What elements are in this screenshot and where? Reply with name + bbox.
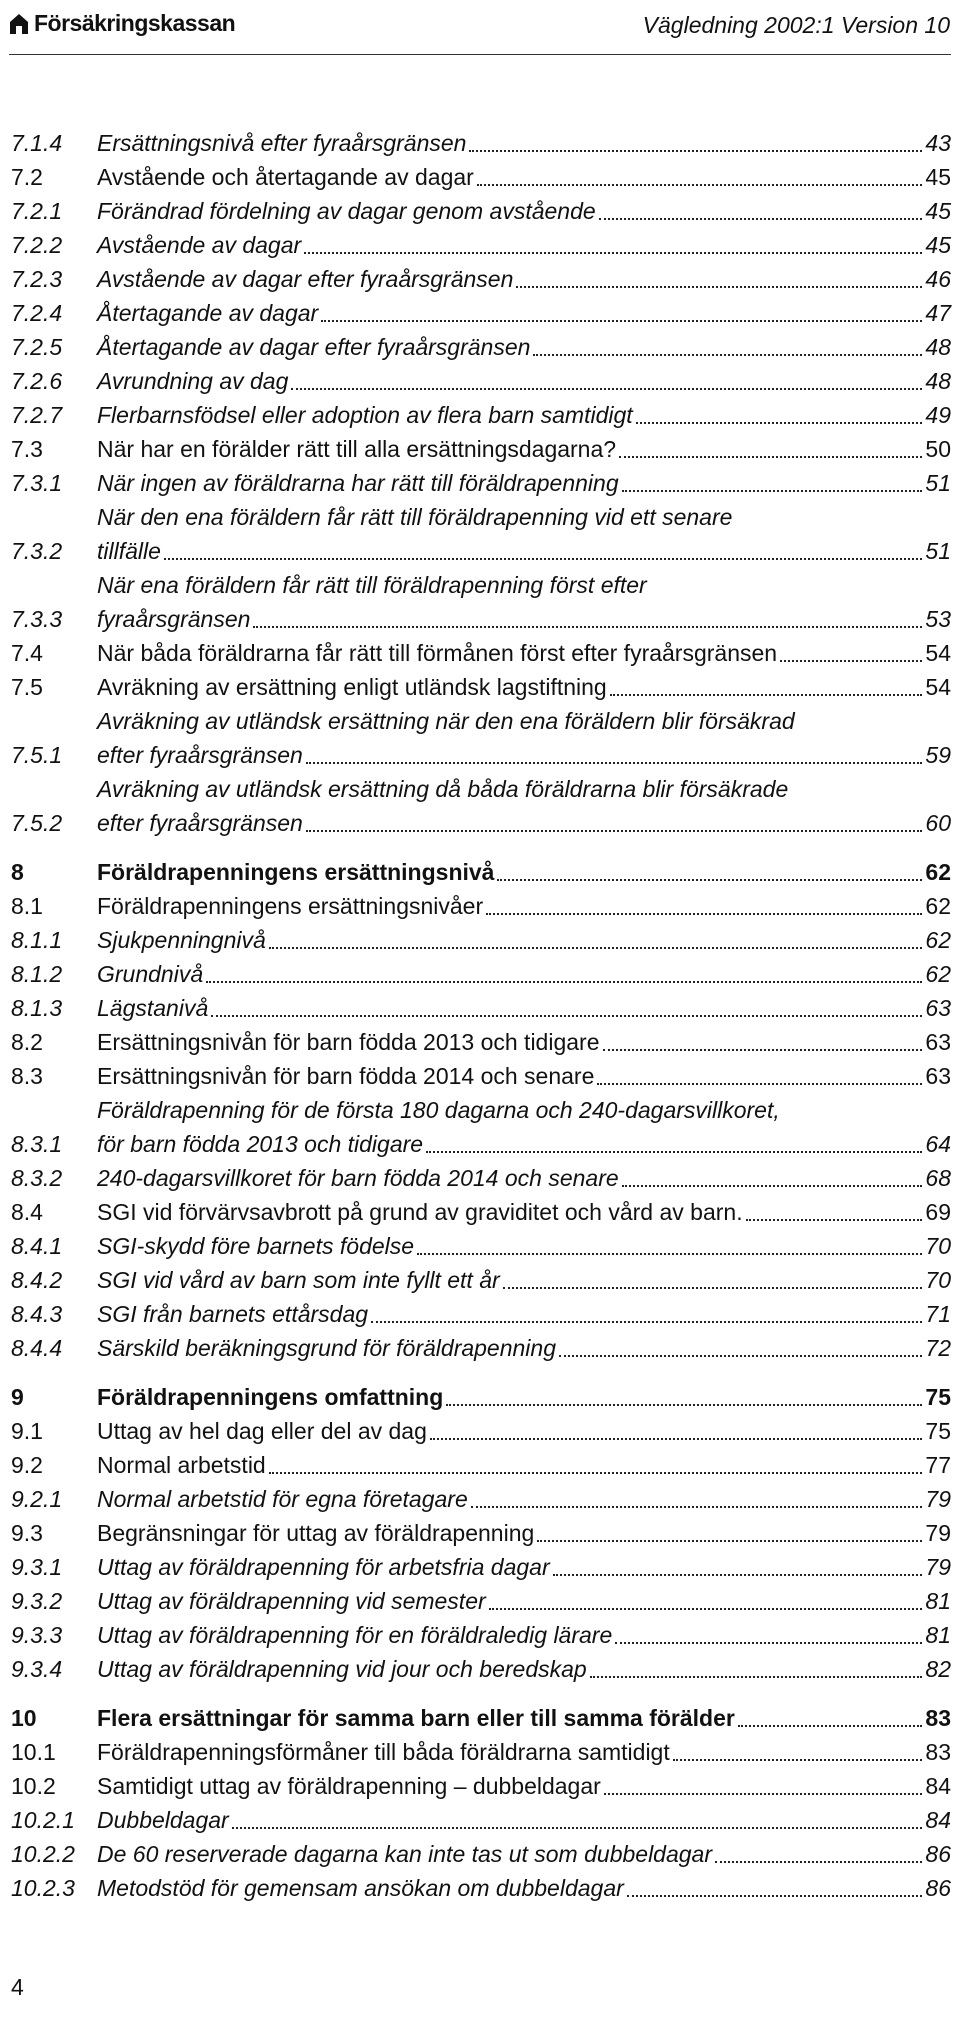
dot-leader [590,1676,923,1678]
toc-entry-page: 46 [925,266,951,292]
toc-entry[interactable] [11,1059,951,1093]
toc-entry-page: 62 [925,893,951,919]
toc-entry-number: 8.1.3 [11,995,63,1021]
toc-entry-number: 7.3 [11,436,43,462]
toc-entry[interactable] [11,1584,951,1618]
toc-entry[interactable] [11,1414,951,1448]
toc-entry-number: 7.2.6 [11,368,63,394]
dot-leader [603,1049,923,1051]
dot-leader [426,1151,922,1153]
toc-entry-page: 81 [925,1622,951,1648]
toc-entry-title-continued: efter fyraårsgränsen [97,810,303,836]
toc-entry-title: Avstående av dagar efter fyraårsgränsen [97,266,514,292]
toc-entry-title: SGI vid förvärvsavbrott på grund av graviditet och vård av barn. [97,1199,743,1225]
toc-entry[interactable] [11,1380,951,1414]
dot-leader [269,1472,923,1474]
toc-entry-number: 10.2.2 [11,1841,75,1867]
toc-entry-number: 8.1.1 [11,927,63,953]
toc-entry[interactable] [11,1297,951,1331]
toc-entry-number: 10.2 [11,1773,56,1799]
toc-entry-page: 48 [925,334,951,360]
toc-entry-page: 62 [925,927,951,953]
toc-entry-title-continued: för barn födda 2013 och tidigare [97,1131,424,1157]
dot-leader [627,1895,923,1897]
toc-entry[interactable] [11,670,951,704]
dot-leader [597,1083,922,1085]
toc-entry-number: 9.2 [11,1452,43,1478]
toc-entry-page: 45 [925,164,951,190]
toc-entry-page: 53 [925,606,951,632]
dot-leader [559,1355,922,1357]
toc-entry-number: 9.3.3 [11,1622,63,1648]
toc-entry-title: Dubbeldagar [97,1807,229,1833]
toc-entry-number: 8.2 [11,1029,43,1055]
toc-entry-number: 10.1 [11,1739,56,1765]
house-icon [9,13,29,35]
dot-leader [306,830,923,832]
toc-entry-number: 9.3.1 [11,1554,63,1580]
toc-entry[interactable] [11,1448,951,1482]
toc-entry-page: 75 [925,1384,951,1410]
toc-entry-number: 7.2.5 [11,334,63,360]
dot-leader [471,1506,923,1508]
toc-entry[interactable] [11,1161,951,1195]
toc-entry-page: 54 [925,674,951,700]
toc-entry-page: 79 [925,1554,951,1580]
dot-leader [486,913,922,915]
toc-entry-number: 8.1.2 [11,961,63,987]
toc-entry[interactable] [11,1025,951,1059]
toc-entry[interactable] [11,432,951,466]
dot-leader [371,1321,922,1323]
toc-entry-title: När ingen av föräldrarna har rätt till föräldrapenning [97,470,619,496]
toc-entry-page: 69 [925,1199,951,1225]
dot-leader [619,456,922,458]
toc-entry-number: 8.3.1 [11,1131,63,1157]
toc-entry-page: 86 [925,1841,951,1867]
toc-entry-title: 240-dagarsvillkoret för barn födda 2014 och senare [97,1165,619,1191]
toc-entry-number: 9.2.1 [11,1486,63,1512]
toc-entry-title: Normal arbetstid för egna företagare [97,1486,468,1512]
dot-leader [269,947,923,949]
toc-entry[interactable] [11,957,951,991]
toc-entry-number: 8.4.3 [11,1301,63,1327]
toc-entry-title-continued: fyraårsgränsen [97,606,251,632]
logo-text: Försäkringskassan [34,10,236,36]
toc-entry-title: SGI från barnets ettårsdag [97,1301,369,1327]
toc-entry-title: Uttag av föräldrapenning vid semester [97,1588,486,1614]
toc-entry-page: 83 [925,1705,951,1731]
toc-entry-number: 8.3 [11,1063,43,1089]
toc-entry-title: Samtidigt uttag av föräldrapenning – dubbeldagar [97,1773,601,1799]
toc-entry-number: 7.3.3 [11,606,63,632]
toc-entry-page: 79 [925,1520,951,1546]
toc-entry[interactable] [11,1652,951,1686]
toc-entry-page: 45 [925,198,951,224]
toc-entry-page: 79 [925,1486,951,1512]
toc-entry-title: Metodstöd för gemensam ansökan om dubbeldagar [97,1875,624,1901]
toc-entry-number: 9 [11,1384,24,1410]
toc-entry-page: 81 [925,1588,951,1614]
toc-entry[interactable] [11,1195,951,1229]
toc-entry-title: Föräldrapenningens ersättningsnivå [97,859,495,885]
dot-leader [430,1438,923,1440]
toc-entry-page: 84 [925,1773,951,1799]
toc-entry-number: 8.4.4 [11,1335,63,1361]
toc-entry-title: Avrundning av dag [97,368,289,394]
dot-leader [636,422,923,424]
toc-entry-title: Uttag av föräldrapenning för en föräldraledig lärare [97,1622,613,1648]
dot-leader [738,1725,923,1727]
toc-entry-page: 71 [925,1301,951,1327]
header-divider [9,54,951,55]
toc-entry-title: Avstående av dagar [97,232,302,258]
toc-entry-title: Lägstanivå [97,995,209,1021]
toc-entry-page: 49 [925,402,951,428]
toc-entry[interactable] [11,1263,951,1297]
toc-entry-number: 7.4 [11,640,43,666]
toc-entry-number: 9.3.4 [11,1656,63,1682]
toc-entry-title: Uttag av föräldrapenning vid jour och beredskap [97,1656,587,1682]
toc-entry-number: 7.2.7 [11,402,63,428]
dot-leader [622,490,923,492]
toc-entry-page: 62 [925,961,951,987]
toc-entry-title: Ersättningsnivå efter fyraårsgränsen [97,130,467,156]
toc-entry[interactable] [11,500,951,568]
toc-entry-title: Flera ersättningar för samma barn eller till samma förälder [97,1705,735,1731]
toc-entry-title-continued: efter fyraårsgränsen [97,742,303,768]
toc-entry-number: 7.3.1 [11,470,63,496]
toc-entry-page: 43 [925,130,951,156]
toc-entry-title: Uttag av föräldrapenning för arbetsfria dagar [97,1554,550,1580]
dot-leader [610,694,923,696]
toc-entry[interactable] [11,364,951,398]
toc-entry-title: De 60 reserverade dagarna kan inte tas ut som dubbeldagar [97,1841,713,1867]
dot-leader [615,1642,922,1644]
toc-entry-number: 7.1.4 [11,130,63,156]
dot-leader [477,184,923,186]
toc-entry-title: SGI-skydd före barnets födelse [97,1233,415,1259]
toc-entry-title: Föräldrapenningsförmåner till båda föräldrarna samtidigt [97,1739,670,1765]
toc-entry[interactable] [11,262,951,296]
dot-leader [306,762,923,764]
toc-entry-number: 10.2.1 [11,1807,75,1833]
toc-entry[interactable] [11,1550,951,1584]
toc-entry-title: När den ena föräldern får rätt till föräldrapenning vid ett senare [97,504,733,530]
dot-leader [489,1608,923,1610]
toc-entry-page: 63 [925,1063,951,1089]
toc-entry-page: 63 [925,1029,951,1055]
toc-entry[interactable] [11,126,951,160]
toc-entry-title: Avräkning av ersättning enligt utländsk lagstiftning [97,674,607,700]
toc-entry[interactable] [11,228,951,262]
toc-entry-page: 70 [925,1267,951,1293]
toc-entry-page: 48 [925,368,951,394]
dot-leader [253,626,922,628]
toc-entry-title: När båda föräldrarna får rätt till förmånen först efter fyraårsgränsen [97,640,778,666]
toc-entry[interactable] [11,1803,951,1837]
toc-entry[interactable] [11,1331,951,1365]
toc-entry-page: 77 [925,1452,951,1478]
toc-entry-number: 8.3.2 [11,1165,63,1191]
dot-leader [715,1861,922,1863]
toc-entry[interactable] [11,704,951,772]
toc-entry-title: Sjukpenningnivå [97,927,266,953]
toc-entry-number: 7.2 [11,164,43,190]
toc-entry-page: 84 [925,1807,951,1833]
toc-entry-page: 68 [925,1165,951,1191]
toc-entry-number: 9.1 [11,1418,43,1444]
toc-entry-title: Avräkning av utländsk ersättning då båda föräldrarna blir försäkrade [97,776,789,802]
toc-entry-page: 64 [925,1131,951,1157]
toc-entry[interactable] [11,1769,951,1803]
toc-entry-page: 70 [925,1233,951,1259]
toc-entry-page: 60 [925,810,951,836]
toc-entry-title: Ersättningsnivån för barn födda 2014 och senare [97,1063,595,1089]
dot-leader [553,1574,923,1576]
toc-entry-page: 82 [925,1656,951,1682]
toc-entry-title: Normal arbetstid [97,1452,266,1478]
toc-entry-title: Uttag av hel dag eller del av dag [97,1418,427,1444]
toc-entry-title: Förändrad fördelning av dagar genom avstående [97,198,596,224]
dot-leader [537,1540,922,1542]
page-header [0,0,960,56]
brand-logo [9,10,235,37]
dot-leader [206,981,922,983]
toc-entry-number: 10.2.3 [11,1875,75,1901]
toc-entry-page: 50 [925,436,951,462]
toc-entry-title: Ersättningsnivån för barn födda 2013 och tidigare [97,1029,600,1055]
toc-entry-number: 8.1 [11,893,43,919]
toc-entry[interactable] [11,636,951,670]
dot-leader [503,1287,923,1289]
toc-entry-title: Återtagande av dagar efter fyraårsgränsen [97,334,531,360]
toc-entry-page: 45 [925,232,951,258]
toc-entry[interactable] [11,1618,951,1652]
toc-entry-number: 10 [11,1705,37,1731]
dot-leader [673,1759,923,1761]
toc-entry[interactable] [11,194,951,228]
page-number: 4 [11,1974,24,2000]
toc-entry-page: 72 [925,1335,951,1361]
toc-entry[interactable] [11,923,951,957]
toc-entry[interactable] [11,160,951,194]
dot-leader [469,150,922,152]
toc-entry-title: SGI vid vård av barn som inte fyllt ett år [97,1267,500,1293]
toc-entry-title: När har en förälder rätt till alla ersättningsdagarna? [97,436,617,462]
dot-leader [599,218,923,220]
toc-entry[interactable] [11,1516,951,1550]
toc-entry-number: 9.3.2 [11,1588,63,1614]
toc-entry[interactable] [11,889,951,923]
toc-entry-number: 7.2.1 [11,198,63,224]
toc-entry-page: 62 [925,859,951,885]
toc-entry[interactable] [11,1837,951,1871]
toc-entry[interactable] [11,296,951,330]
toc-entry-number: 8.4.1 [11,1233,63,1259]
toc-entry[interactable] [11,855,951,889]
toc-entry-number: 7.5 [11,674,43,700]
dot-leader [304,252,922,254]
toc-entry-title: Återtagande av dagar [97,300,319,326]
toc-entry-number: 9.3 [11,1520,43,1546]
toc-entry-title: Föräldrapenning för de första 180 dagarna och 240-dagarsvillkoret, [97,1097,780,1123]
dot-leader [516,286,922,288]
toc-entry[interactable] [11,1701,951,1735]
dot-leader [746,1219,923,1221]
dot-leader [497,879,922,881]
toc-entry[interactable] [11,466,951,500]
dot-leader [780,660,922,662]
toc-entry-number: 8.4 [11,1199,43,1225]
toc-entry-title: När ena föräldern får rätt till föräldrapenning först efter [97,572,647,598]
toc-entry-page: 47 [925,300,951,326]
toc-entry-title: Begränsningar för uttag av föräldrapenning [97,1520,535,1546]
toc-entry-title: Föräldrapenningens omfattning [97,1384,444,1410]
toc-entry[interactable] [11,330,951,364]
toc-entry-title: Föräldrapenningens ersättningsnivåer [97,893,484,919]
toc-entry-title: Avräkning av utländsk ersättning när den ena föräldern blir försäkrad [97,708,795,734]
dot-leader [321,320,922,322]
dot-leader [211,1015,922,1017]
toc-entry-page: 86 [925,1875,951,1901]
toc-entry-number: 7.5.1 [11,742,63,768]
toc-entry-page: 83 [925,1739,951,1765]
dot-leader [622,1185,923,1187]
toc-entry-title: Grundnivå [97,961,204,987]
toc-entry[interactable] [11,398,951,432]
dot-leader [417,1253,922,1255]
toc-entry-number: 8.4.2 [11,1267,63,1293]
toc-entry-title: Flerbarnsfödsel eller adoption av flera barn samtidigt [97,402,633,428]
toc-entry-title: Särskild beräkningsgrund för föräldrapenning [97,1335,557,1361]
toc-entry[interactable] [11,1871,951,1905]
document-version: Vägledning 2002:1 Version 10 [642,12,950,38]
dot-leader [232,1827,923,1829]
toc-entry-number: 7.3.2 [11,538,63,564]
dot-leader [446,1404,922,1406]
toc-entry-number: 7.2.2 [11,232,63,258]
toc-entry[interactable] [11,568,951,636]
toc-entry[interactable] [11,991,951,1025]
dot-leader [291,388,922,390]
toc-entry-title: Avstående och återtagande av dagar [97,164,474,190]
toc-entry-page: 63 [925,995,951,1021]
toc-entry-number: 7.5.2 [11,810,63,836]
toc-entry-page: 54 [925,640,951,666]
toc-entry[interactable] [11,1482,951,1516]
toc-entry-page: 51 [925,538,951,564]
dot-leader [164,558,922,560]
dot-leader [533,354,922,356]
toc-entry-page: 59 [925,742,951,768]
toc-entry[interactable] [11,1735,951,1769]
table-of-contents [11,126,951,1905]
dot-leader [604,1793,923,1795]
toc-entry-page: 75 [925,1418,951,1444]
toc-entry-number: 7.2.3 [11,266,63,292]
toc-entry[interactable] [11,1093,951,1161]
toc-entry-page: 51 [925,470,951,496]
toc-entry[interactable] [11,1229,951,1263]
toc-entry-number: 7.2.4 [11,300,63,326]
toc-entry-title-continued: tillfälle [97,538,161,564]
toc-entry[interactable] [11,772,951,840]
toc-entry-number: 8 [11,859,24,885]
